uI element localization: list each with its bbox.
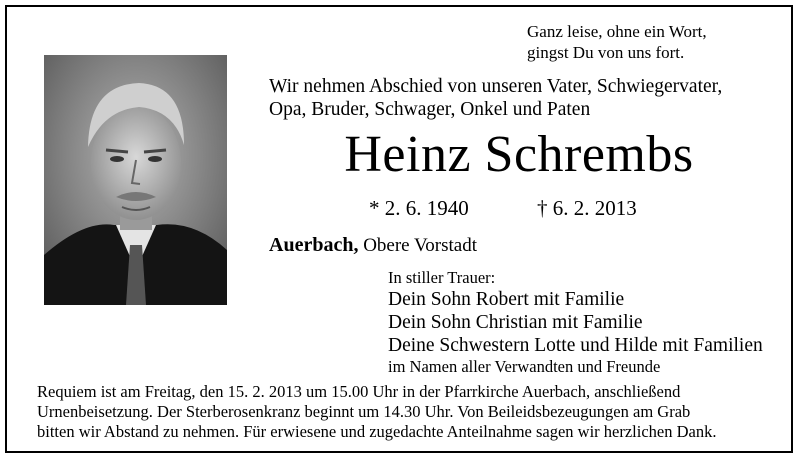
residence-street: Obere Vorstadt [363,235,478,256]
residence [269,234,477,257]
announcement-line: Urnenbeisetzung. Der Sterberosenkranz beginnt um 14.30 Uhr. Von Beileidsbezeugungen am Grab [37,402,691,421]
mourners-list [388,268,763,377]
deceased-name: Heinz Schrembs [344,126,694,183]
residence-town: Auerbach, [269,234,359,256]
poem [527,21,707,63]
obituary-notice [5,5,793,453]
intro-line: Wir nehmen Abschied von unseren Vater, Schwiegervater, [269,76,723,97]
mourners-heading: In stiller Trauer: [388,268,496,287]
service-announcement [37,382,787,442]
poem-line: gingst Du von uns fort. [527,43,685,62]
portrait-photo [44,55,227,305]
poem-line: Ganz leise, ohne ein Wort, [527,22,707,41]
mourner-line: Dein Sohn Robert mit Familie [388,289,625,310]
portrait-image [44,55,227,305]
death-date: † 6. 2. 2013 [537,196,637,220]
birth-date: * 2. 6. 1940 [369,196,469,220]
mourner-line: im Namen aller Verwandten und Freunde [388,357,661,376]
announcement-line: bitten wir Abstand zu nehmen. Für erwiesene und zugedachte Anteilnahme sagen wir herzlichen Dank. [37,422,717,441]
announcement-line: Requiem ist am Freitag, den 15. 2. 2013 um 15.00 Uhr in der Pfarrkirche Auerbach, anschließend [37,382,681,401]
mourner-line: Deine Schwestern Lotte und Hilde mit Familien [388,335,763,356]
intro-line: Opa, Bruder, Schwager, Onkel und Paten [269,99,591,120]
mourner-line: Dein Sohn Christian mit Familie [388,312,643,333]
farewell-intro [269,75,722,121]
